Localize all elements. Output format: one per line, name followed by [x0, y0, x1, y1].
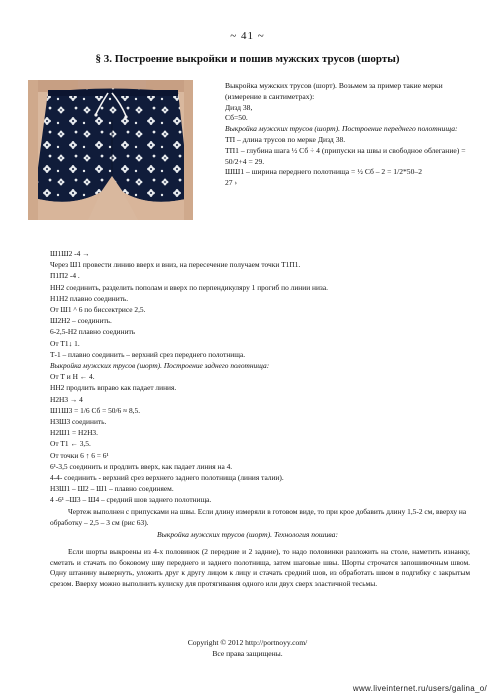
step-line: Н3Ш3 соединить. — [50, 417, 107, 427]
step-line: Т-1 – плавно соединить – верхний срез переднего полотнища. — [50, 349, 246, 359]
section-title: § 3. Построение выкройки и пошив мужских трусов (шорты) — [95, 53, 400, 65]
shorts-photo — [28, 80, 193, 220]
technology-heading: Выкройка мужских трусов (шорт). Технология пошива: — [156, 530, 338, 539]
step-line: От Т и Н ← 4. — [50, 372, 95, 382]
intro-line: ТП – длина трусов по мерке Дизд 38. — [225, 134, 346, 144]
step-note: Чертеж выполнен с припусками на швы. Если длину измеряли в готовом виде, то при крое добавить длину 1,5-2 см, вверху на обработку – 2,5 – 3 см (рис 63). — [50, 506, 467, 527]
step-line: 6-2,5-Н2 плавно соединить — [50, 327, 136, 337]
step-line: 4-4- соединить - верхний срез верхнего заднего полотнища (линия талии). — [50, 473, 284, 483]
rights-text: Все права защищены. — [212, 649, 283, 658]
step-subheading: Выкройка мужских трусов (шорт). Построение заднего полотнища: — [50, 361, 270, 371]
intro-line: Дизд 38, — [225, 102, 253, 112]
step-line: От Т1↓ 1. — [50, 338, 80, 348]
step-line: Ш1Ш3 = 1/6 Сб = 50/6 ≈ 8,5. — [50, 405, 141, 415]
intro-line: Сб=50. — [225, 113, 248, 123]
construction-steps — [50, 248, 470, 528]
step-line: НН2 соединить, разделить пополам и вверх по перпендикуляру 1 прогиб по линии низа. — [50, 282, 328, 292]
intro-line: ШШ1 – ширина переднего полотнища = ½ Сб – 2 = 1/2*50–2 — [225, 167, 422, 177]
intro-line: ТП1 – глубина шага ½ Сб ÷ 4 (припуски на швы и свободное облегание) = 50/2+4 = 29. — [225, 145, 466, 166]
step-line: Через Ш1 провести линию вверх и вниз, на пересечение получаем точки Т1П1. — [50, 260, 301, 270]
intro-line: 27 › — [225, 178, 238, 188]
step-line: От Т1 ← 3,5. — [50, 439, 91, 449]
step-line: От Ш1 ^ 6 по биссектрисе 2,5. — [50, 305, 146, 315]
page-number: ~ 41 ~ — [230, 30, 265, 42]
step-line: НН2 продлить вправо как падает линия. — [50, 383, 177, 393]
footer — [0, 637, 495, 659]
step-line: Н2Ш1 = Н2Н3. — [50, 428, 98, 438]
step-line: Н1Н2 плавно соединить. — [50, 293, 129, 303]
step-line: Н3Ш1 – Ш2 – Ш1 – плавно соединяем. — [50, 484, 174, 494]
watermark-url: www.liveinternet.ru/users/galina_o/ — [352, 684, 487, 693]
step-line: Ш1Ш2 -4 → — [50, 249, 90, 258]
step-line: 4 -6¹ –Ш3 – Ш4 – средний шов заднего полотнища. — [50, 495, 212, 505]
step-line: Н2Н3 → 4 — [50, 394, 83, 404]
technology-paragraph: Если шорты выкроены из 4-х половинок (2 передние и 2 задние), то надо половинки разложить на столе, наметить изнанку, сметать и стачать по боковому шву переднего и заднего полотнища, затем шаговые швы. Шорты строчатся запошивочным швом. Одну штанину вывернуть, уложить друг к другу лицом к лицу и стачать средний шов, из обработать швом в подгибку с закрытым срезом. Вверху можно выполнить кулиску для протягивания одного или двух сверх эластичной тесьмы. — [50, 547, 470, 588]
step-line: От точки 6 ↑ 6 = 6¹ — [50, 450, 109, 460]
intro-subheading: Выкройка мужских трусов (шорт). Построение переднего полотнища: — [225, 124, 458, 134]
copyright-text: Copyright © 2012 http://portnoyy.com/ — [187, 638, 308, 647]
intro-text — [205, 81, 473, 189]
step-line: Ш2Н2 – соединить. — [50, 316, 112, 326]
step-line: 6¹-3,5 соединить и продлить вверх, как падает линия на 4. — [50, 461, 233, 471]
intro-line: Выкройка мужских трусов (шорт). Возьмем за пример такие мерки (измерение в сантиметрах): — [225, 81, 443, 101]
step-line: П1П2 -4 . — [50, 271, 80, 281]
